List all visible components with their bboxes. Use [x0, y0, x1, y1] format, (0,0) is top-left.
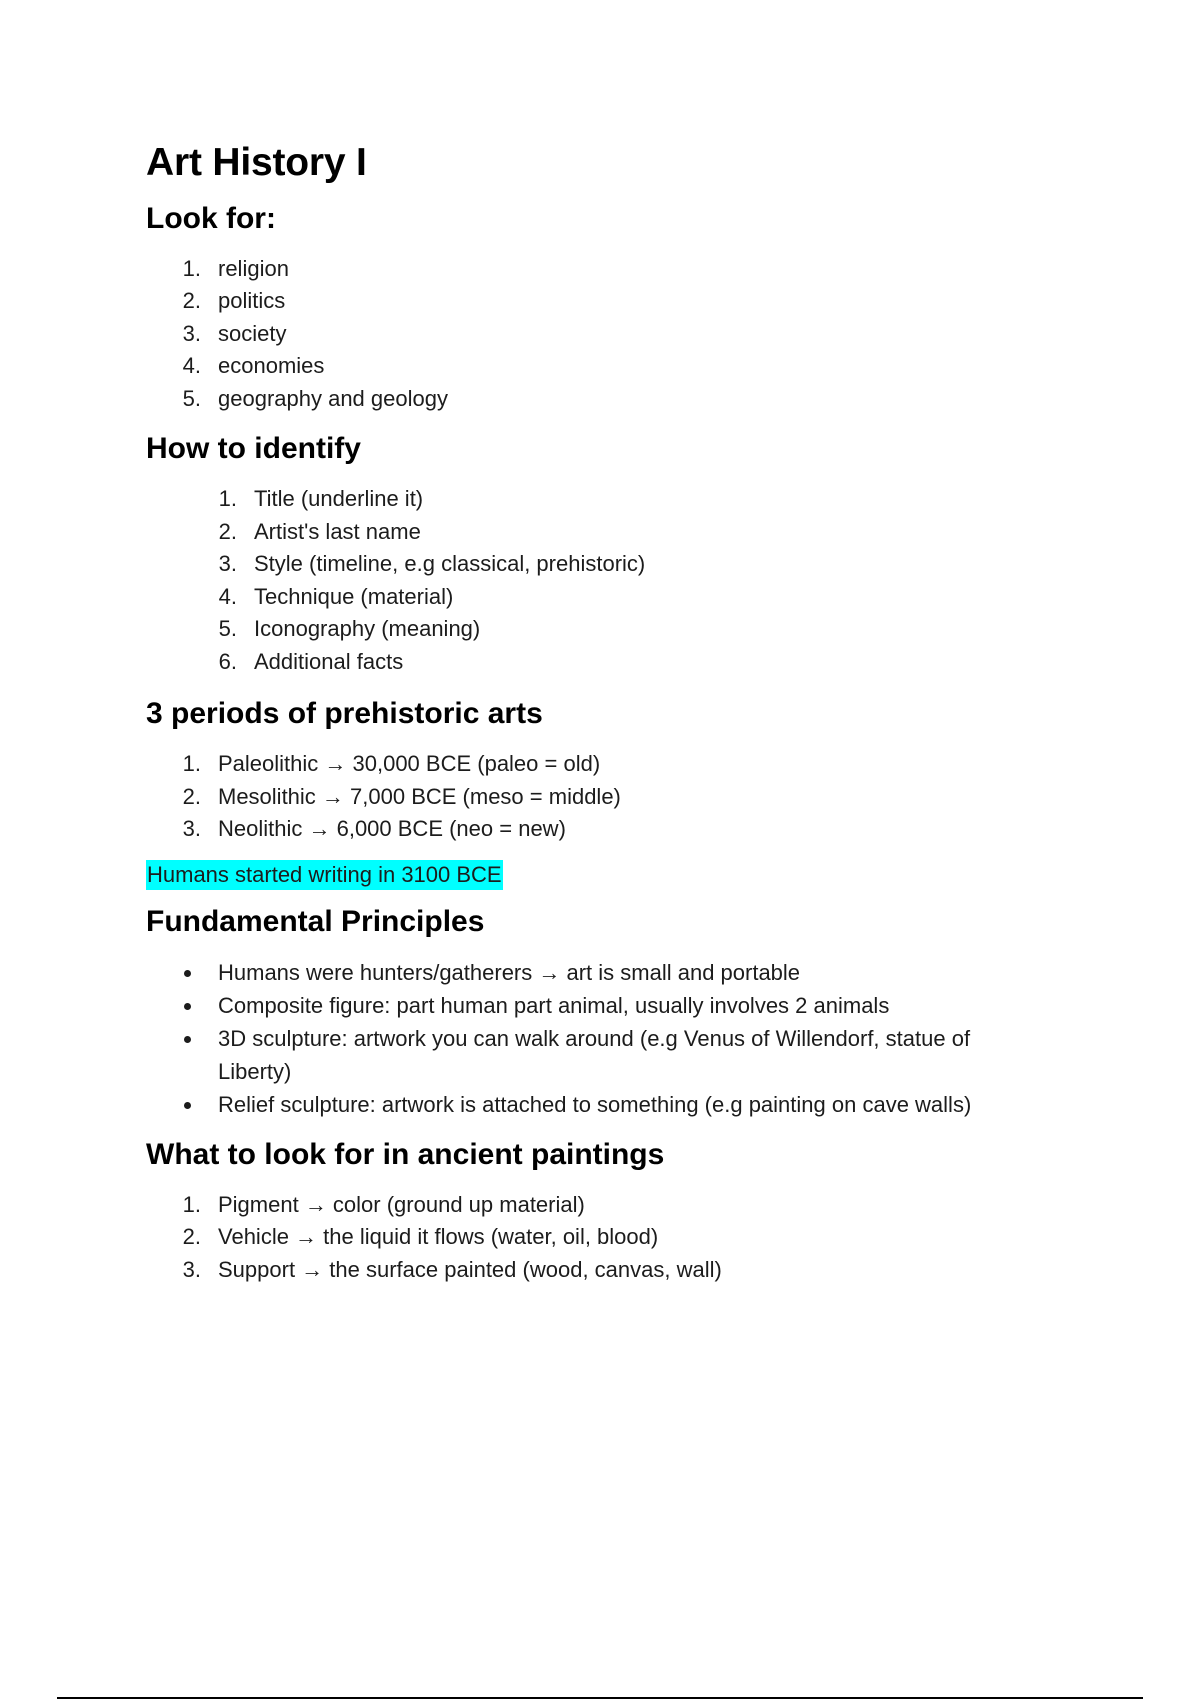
bullet-icon	[184, 1036, 191, 1043]
highlight-paragraph	[146, 860, 1066, 890]
document-page	[146, 140, 1066, 1286]
list-item: 2. politics	[182, 288, 286, 314]
heading-how-to-identify: How to identify	[146, 432, 361, 466]
list-item: 3. Style (timeline, e.g classical, prehistoric)	[218, 551, 646, 577]
bullet-icon	[184, 1003, 191, 1010]
list-item: 1. religion	[182, 255, 289, 281]
list-item: 3. society	[182, 320, 287, 346]
list-item: 5. Iconography (meaning)	[218, 616, 481, 642]
list-item: Humans were hunters/gatherers → art is small and portable	[146, 956, 1066, 989]
fundamental-principles-list	[146, 956, 1066, 1121]
list-item: 5. geography and geology	[182, 385, 448, 411]
heading-ancient-paintings: What to look for in ancient paintings	[146, 1137, 665, 1171]
list-item: 6. Additional facts	[218, 648, 404, 674]
list-item: 2. Artist's last name	[218, 518, 421, 544]
list-item: 3D sculpture: artwork you can walk around (e.g Venus of Willendorf, statue of Liberty)	[146, 1022, 1066, 1088]
look-for-list	[146, 253, 1066, 416]
highlighted-note: Humans started writing in 3100 BCE	[146, 860, 503, 890]
list-item: Composite figure: part human part animal, usually involves 2 animals	[146, 989, 1066, 1022]
list-item: 2. Vehicle → the liquid it flows (water, oil, blood)	[182, 1224, 659, 1250]
bullet-icon	[184, 970, 191, 977]
list-item: 4. economies	[182, 353, 325, 379]
bullet-icon	[184, 1102, 191, 1109]
heading-periods: 3 periods of prehistoric arts	[146, 697, 543, 731]
heading-fundamental-principles: Fundamental Principles	[146, 904, 485, 938]
ancient-paintings-list	[146, 1189, 1066, 1287]
how-to-identify-list	[146, 483, 1066, 678]
document-title: Art History I	[146, 141, 367, 184]
list-item: 1. Title (underline it)	[218, 486, 424, 512]
page-bottom-rule	[57, 1697, 1143, 1699]
list-item: 2. Mesolithic → 7,000 BCE (meso = middle)	[182, 783, 621, 809]
periods-list	[146, 748, 1066, 846]
list-item: 1. Pigment → color (ground up material)	[182, 1191, 585, 1217]
heading-look-for: Look for:	[146, 201, 276, 235]
list-item: Relief sculpture: artwork is attached to something (e.g painting on cave walls)	[146, 1088, 1066, 1121]
list-item: 1. Paleolithic → 30,000 BCE (paleo = old)	[182, 751, 601, 777]
list-item: 3. Neolithic → 6,000 BCE (neo = new)	[182, 816, 566, 842]
list-item: 4. Technique (material)	[218, 583, 454, 609]
list-item: 3. Support → the surface painted (wood, canvas, wall)	[182, 1256, 722, 1282]
